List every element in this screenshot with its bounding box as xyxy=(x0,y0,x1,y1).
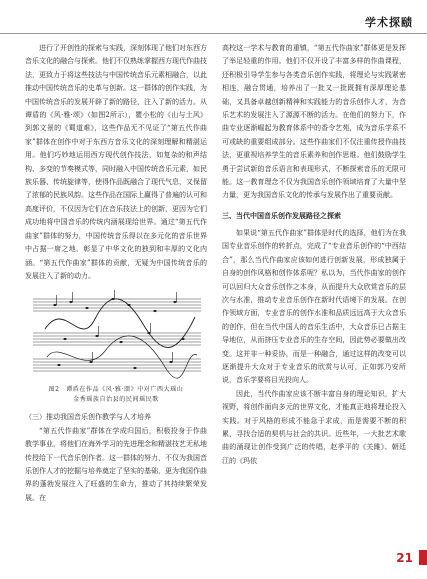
subsection-heading: （三）推动我国音乐创作教学与人才培养 xyxy=(25,413,151,422)
section-heading: 三、当代中国音乐创作发展路径之探索 xyxy=(222,211,341,220)
page-number-marker xyxy=(419,550,427,565)
figure-caption-line-2: 金秀瑶族自治县的民间瑶民歌 xyxy=(73,396,159,404)
left-column xyxy=(25,42,207,505)
music-score-image xyxy=(25,289,207,381)
right-paragraph-2: 如果说“第五代作曲家”群体是时代的选择，他们为在我国专业音乐创作的转折点，完成了“专业音乐创作的“中西结合”，那么当代作曲家应该如何进行创新发展，形成独属于自身的创作风格和创作体系呢？私以为，当代作曲家的创作可以回归大众音乐创作之本身，从而提升大众欣赏音乐的层次与水准，推动专业音乐创作在新时代语境下的发展。在创作领域方面，专业音乐的创作水准和品质远远高于大众音乐的创作，但在当代中国人的音乐生活中，大众音乐已占据主导地位，从而挤压专业音乐的生存空间，因此势必要做出改变。这并非一种妥协，而是一种融合，通过这样的改变可以逐渐提升大众对于专业音乐的欣赏与认可，正如郭乃安所说，音乐学要将目光投向人。 xyxy=(222,228,406,385)
right-column xyxy=(222,42,406,468)
figure-2-score xyxy=(25,289,207,381)
page-number: 21 xyxy=(396,551,413,565)
header-rule xyxy=(0,33,427,34)
right-paragraph-1: 高校这一学术与教育的重镇，“第五代作曲家”群体更是发挥了举足轻重的作用。他们不仅开设了丰富多样的作曲课程，还积极引导学生参与各类音乐创作实践，将理论与实践紧密相连，融合贯通，培养出了一批又一批既拥有深厚理论基础，又具备卓越创新精神和实践能力的音乐创作人才，为音乐艺术的发展注入了源源不断的活力。在他们的努力下，作曲专业逐渐崛起为教育体系中的香令艺苑，成为音乐学系不可或缺的重要组成部分。这些作曲家们不仅注重传授作曲技法，更重视培养学生的音乐素养和创作思维。他们鼓励学生勇于尝试新的音乐语言和表现形式，不断探索音乐的无限可能。这一教育理念不仅为我国音乐创作领域培育了大量中坚力量，更为我国音乐文化的传承与发展作出了重要贡献。 xyxy=(222,44,406,200)
right-paragraph-3: 因此，当代作曲家应该不断丰富自身的理论知识，扩大视野，将创作面向多元的世界文化，才能真正地将理论投入实践。对于风格的形成不能急于求成，而是需要不断的积累，寻找合适的契机与社会的共识。近些年，一大批艺术歌曲的涌现让创作受到广泛的传唱，赵季平的《关雎》、朝廷江的《玛依 xyxy=(222,389,406,465)
left-paragraph-1: 进行了开创性的探索与实践，深刻体现了他们对东西方音乐文化的融合与探索。他们不仅熟练掌握西方现代作曲技法，更致力于将这些技法与中国传统音乐元素相融合，以此推动中国传统音乐的史革与创新。这一群体的创作实践，为中国传统音乐的发展开辟了新的路径，注入了新的活力。从谭盾的《风·雅·颂》（如图2所示），瞿小松的《山与土风》到郭文景的《蜀道难》，这些作品无不见证了“第五代作曲家”群体在创作中对于东西方音乐文化的深刻理解和精湛运用。他们巧妙地运用西方现代创作技法，如复杂的和声结构、多变的节奏模式等，同时融入中国传统音乐元素，如民族乐器、传统旋律等，使得作品既融合了现代气息，又保留了浓郁的民族风韵。这些作品在国际上赢得了普遍的认可和高度评价，不仅因为它们在音乐技法上的创新，更因为它们成功地将中国音乐的传统内涵展现给世界。通过“第五代作曲家”群体的努力，中国传统音乐得以在多元化的音乐世界中占据一席之地，彰显了中华文化的独到和丰厚的文化内涵。“第五代作曲家”群体的贡献，无疑为中国传统音乐的发展注入了新的动力。 xyxy=(25,44,207,280)
running-header-title: 学术探赜 xyxy=(365,16,413,29)
figure-caption-line-1: 图2 谭盾在作品《风·雅·颂》中对广西大瑶山 xyxy=(48,386,184,394)
left-paragraph-2: “第五代作曲家”群体在学成归国后，积极投身于作曲教学事业，将他们在海外学习的先进理念和精湛技艺无私地传授给下一代音乐创作者。这一群体的努力，不仅为我国音乐创作人才的挖掘与培养奠定了坚实的基础，更为我国作曲界的蓬勃发展注入了旺盛的生命力，推动了其持续繁荣发展。在 xyxy=(25,426,207,502)
